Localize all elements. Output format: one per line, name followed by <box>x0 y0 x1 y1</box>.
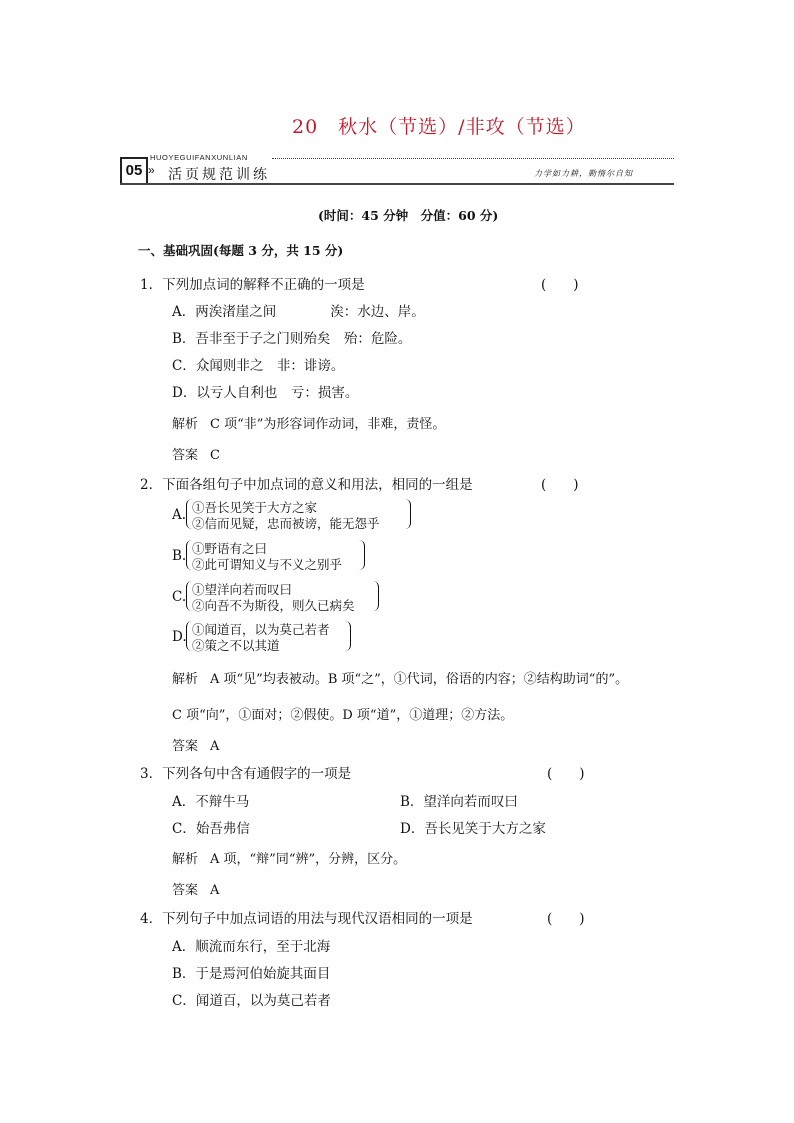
question-1-explanation <box>172 413 445 432</box>
option-line-1: ①吾长见笑于大方之家 <box>192 500 318 515</box>
answer-label: 答案 <box>172 448 199 463</box>
question-1-option-b: B．吾非至于子之门则殆矣 殆：危险。 <box>172 331 412 347</box>
answer-label: 答案 <box>172 883 199 898</box>
question-2-option-c <box>172 580 382 614</box>
banner-rule <box>120 183 674 185</box>
question-3-option-a: A．不辩牛马 <box>172 794 250 810</box>
question-1-answer <box>172 444 220 463</box>
page-title: 20 秋水（节选）/非攻（节选） <box>292 116 586 138</box>
question-2-stem: 2．下面各组句子中加点词的意义和用法，相同的一组是 <box>140 477 473 493</box>
option-letter: C. <box>172 589 187 605</box>
banner-dotted-rule <box>272 158 674 159</box>
question-1-option-a: A．两涘渚崖之间 涘：水边、岸。 <box>172 304 425 320</box>
question-4-option-c: C．闻道百，以为莫己若者 <box>172 993 331 1009</box>
answer-value: A <box>210 739 220 754</box>
question-4-stem: 4．下列句子中加点词语的用法与现代汉语相同的一项是 <box>140 911 473 927</box>
answer-value: C <box>210 448 220 463</box>
option-letter: B. <box>172 548 187 564</box>
question-1-stem: 1．下列加点词的解释不正确的一项是 <box>140 277 365 293</box>
banner-pinyin: HUOYEGUIFANXUNLIAN <box>150 153 248 162</box>
banner-label: 活页规范训练 <box>168 167 270 183</box>
right-brace <box>344 621 351 651</box>
explanation-label: 解析 <box>172 672 199 687</box>
option-line-2: ②信而见疑，忠而被谤，能无怨乎 <box>192 516 380 531</box>
banner-motto: 力学如力耕，勤惰尔自知 <box>534 169 633 178</box>
question-1-answer-blank: ( ) <box>541 277 579 293</box>
explanation-text: A 项“见”均表被动。B 项“之”，①代词，俗语的内容；②结构助词“的”。 <box>210 672 629 687</box>
option-line-2: ②策之不以其道 <box>192 638 280 653</box>
question-3-option-c: C．始吾弗信 <box>172 821 250 837</box>
option-letter: D. <box>172 629 187 645</box>
explanation-text: C 项“非”为形容词作动词，非难，责怪。 <box>210 417 446 432</box>
question-2-option-b <box>172 539 372 573</box>
question-2-option-a <box>172 498 422 532</box>
option-line-2: ②向吾不为斯役，则久已病矣 <box>192 598 355 613</box>
question-2-explanation <box>172 668 628 687</box>
explanation-label: 解析 <box>172 852 199 867</box>
question-4-option-b: B．于是焉河伯始旋其面目 <box>172 966 331 982</box>
question-4-answer-blank: ( ) <box>547 911 585 927</box>
option-line-1: ①望洋向若而叹曰 <box>192 582 293 597</box>
chevron-right-icon: » <box>148 163 155 177</box>
option-line-1: ①闻道百，以为莫己若者 <box>192 622 330 637</box>
question-3-answer <box>172 879 219 898</box>
question-3-option-d: D．吾长见笑于大方之家 <box>400 821 546 837</box>
question-2-option-d <box>172 620 357 654</box>
time-score-info: (时间：45 分钟 分值：60 分) <box>318 208 499 223</box>
section-heading: 一、基础巩固(每题 3 分，共 15 分) <box>138 243 344 258</box>
question-3-explanation <box>172 848 406 867</box>
option-line-1: ①野语有之曰 <box>192 541 268 556</box>
option-letter: A. <box>172 507 187 523</box>
question-1-option-c: C．众闻则非之 非：诽谤。 <box>172 358 345 374</box>
question-2-explanation-continued: C 项“向”，①面对；②假使。D 项“道”，①道理；②方法。 <box>172 708 514 723</box>
explanation-label: 解析 <box>172 417 199 432</box>
question-3-option-b: B．望洋向若而叹曰 <box>400 794 518 810</box>
question-3-answer-blank: ( ) <box>547 766 585 782</box>
question-3-stem: 3．下列各句中含有通假字的一项是 <box>140 766 352 782</box>
question-1-option-d: D．以亏人自利也 亏：损害。 <box>172 385 359 401</box>
answer-label: 答案 <box>172 739 199 754</box>
right-brace <box>372 581 379 611</box>
explanation-text: A 项，“辩”同“辨”，分辨，区分。 <box>210 852 407 867</box>
right-brace <box>404 499 411 529</box>
question-2-answer-blank: ( ) <box>541 477 579 493</box>
question-4-option-a: A．顺流而东行，至于北海 <box>172 939 331 955</box>
question-2-answer <box>172 735 219 754</box>
option-line-2: ②此可谓知义与不义之别乎 <box>192 557 343 572</box>
answer-value: A <box>210 883 220 898</box>
section-number-badge: 05 <box>120 157 148 185</box>
right-brace <box>358 540 365 570</box>
